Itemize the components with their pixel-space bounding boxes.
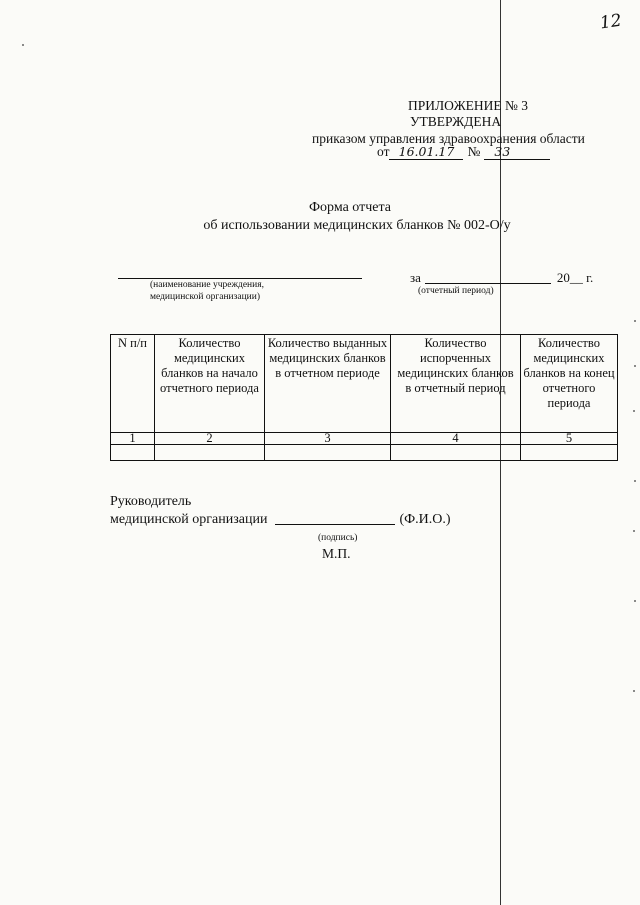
scan-speck	[22, 44, 24, 46]
period-prefix: за	[410, 270, 421, 285]
period-year: 20__ г.	[556, 270, 594, 285]
col-number-4: 4	[391, 433, 521, 445]
period-blank	[425, 283, 551, 284]
approved-label: УТВЕРЖДЕНА	[410, 114, 502, 129]
table-cell	[155, 445, 265, 461]
scan-speck	[634, 480, 636, 482]
table-number-row	[111, 433, 618, 445]
stamp-label: М.П.	[322, 546, 351, 561]
col-header-issued: Количество выданных медицинских бланков в отчетном периоде	[265, 335, 391, 433]
table-cell	[521, 445, 618, 461]
organization-label: медицинской организации	[110, 512, 268, 527]
period-line	[410, 270, 593, 286]
form-subtitle: об использовании медицинских бланков № 002-О/у	[203, 218, 511, 233]
order-date-line	[377, 144, 550, 160]
col-header-spoiled: Количество испорченных медицинских бланков в отчетный период	[391, 335, 521, 433]
appendix-label: ПРИЛОЖЕНИЕ № 3	[408, 98, 529, 113]
table-cell	[265, 445, 391, 461]
scan-speck	[633, 690, 635, 692]
col-number-3: 3	[265, 433, 391, 445]
table-cell	[391, 445, 521, 461]
col-header-start: Количество медицинских бланков на начало отчетного периода	[155, 335, 265, 433]
scan-speck	[634, 600, 636, 602]
col-header-number: N п/п	[111, 335, 155, 433]
table-cell	[111, 445, 155, 461]
col-number-2: 2	[155, 433, 265, 445]
col-number-5: 5	[521, 433, 618, 445]
signature-blank	[275, 524, 395, 525]
fio-label: (Ф.И.О.)	[399, 512, 451, 527]
director-label: Руководитель	[110, 494, 192, 509]
institution-note-line2: медицинской организации)	[150, 292, 260, 302]
order-text: приказом управления здравоохранения области	[312, 131, 585, 146]
table-row	[111, 445, 618, 461]
number-prefix: №	[467, 144, 481, 159]
scan-speck	[633, 410, 635, 412]
col-header-end: Количество медицинских бланков на конец отчетного периода	[521, 335, 618, 433]
page-number: 12	[598, 10, 623, 34]
signature-note: (подпись)	[318, 533, 358, 543]
from-prefix: от	[377, 144, 390, 159]
table-header-row	[111, 335, 618, 433]
organization-signature-line	[110, 512, 451, 528]
col-number-1: 1	[111, 433, 155, 445]
institution-note-line1: (наименование учреждения,	[150, 280, 264, 290]
period-note: (отчетный период)	[418, 286, 494, 296]
institution-note	[150, 279, 264, 303]
scan-speck	[634, 320, 636, 322]
scan-speck	[633, 530, 635, 532]
order-date: 16.01.17	[389, 144, 463, 160]
order-number: 33	[484, 144, 550, 160]
scan-speck	[634, 365, 636, 367]
report-table	[110, 334, 618, 461]
form-title: Форма отчета	[308, 200, 392, 215]
